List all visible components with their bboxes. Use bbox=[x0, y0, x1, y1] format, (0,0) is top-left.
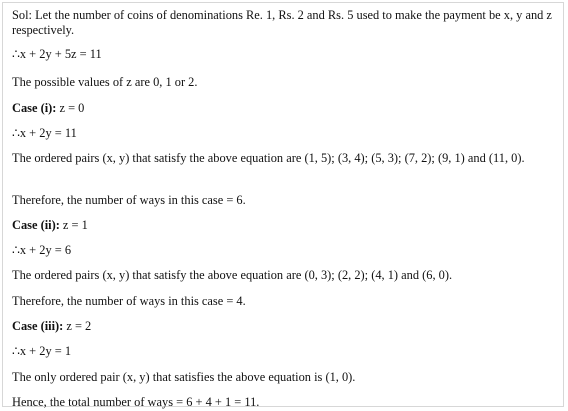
case2-heading bbox=[12, 218, 558, 233]
case1-heading bbox=[12, 101, 558, 116]
case1-pairs-text: The ordered pairs (x, y) that satisfy the above equation are (1, 5); (3, 4); (5, 3); (7, 2); (9, 1) and (11, 0). bbox=[12, 151, 525, 165]
case1-label: Case (i): bbox=[12, 101, 57, 115]
case3-pairs-text: The only ordered pair (x, y) that satisfies the above equation is (1, 0). bbox=[12, 370, 356, 384]
case2-pairs-text: The ordered pairs (x, y) that satisfy the above equation are (0, 3); (2, 2); (4, 1) and (6, 0). bbox=[12, 268, 453, 282]
case1-equation: ∴x + 2y = 11 bbox=[12, 126, 77, 140]
case3-equation: ∴x + 2y = 1 bbox=[12, 344, 72, 358]
total-text: Hence, the total number of ways = 6 + 4 + 1 = 11. bbox=[12, 395, 260, 409]
case3-label: Case (iii): bbox=[12, 319, 64, 333]
case2-label: Case (ii): bbox=[12, 218, 60, 232]
case3-heading bbox=[12, 319, 558, 334]
case3-condition: z = 2 bbox=[63, 319, 92, 333]
case2-equation: ∴x + 2y = 6 bbox=[12, 243, 72, 257]
case1-ways-text: Therefore, the number of ways in this case = 6. bbox=[12, 193, 246, 207]
case2-ways-text: Therefore, the number of ways in this case = 4. bbox=[12, 294, 246, 308]
main-equation: ∴x + 2y + 5z = 11 bbox=[12, 47, 102, 61]
case2-condition: z = 1 bbox=[59, 218, 88, 232]
case1-condition: z = 0 bbox=[56, 101, 85, 115]
intro-text: Sol: Let the number of coins of denominations Re. 1, Rs. 2 and Rs. 5 used to make the payment be x, y and z respectively. bbox=[12, 8, 552, 37]
z-values-text: The possible values of z are 0, 1 or 2. bbox=[12, 75, 198, 89]
